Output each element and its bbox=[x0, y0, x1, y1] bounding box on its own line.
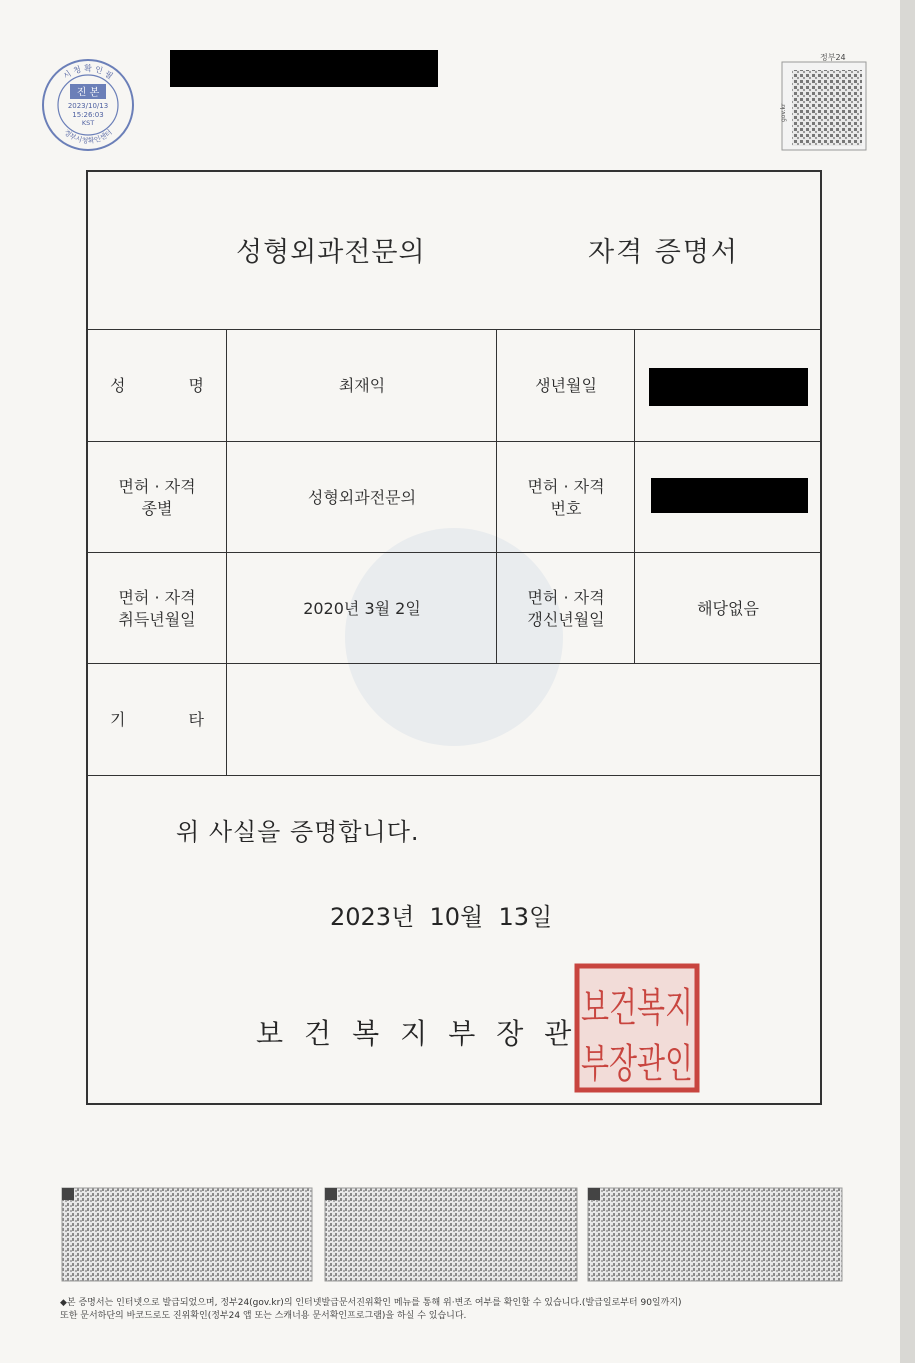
label-remarks bbox=[88, 665, 226, 775]
label-license-type-line2: 종별 bbox=[141, 498, 173, 518]
label-acquired-date bbox=[88, 554, 226, 663]
label-license-type-line1: 면허 · 자격 bbox=[118, 476, 196, 496]
table-line bbox=[634, 329, 635, 663]
redacted-birthdate bbox=[649, 368, 808, 406]
stamp-text-bottom: 부장관인 bbox=[581, 1041, 693, 1087]
qr-code bbox=[782, 62, 866, 150]
label-acquired-date-line2: 취득년월일 bbox=[118, 609, 196, 629]
certificate-title-specialty: 성형외과전문의 bbox=[236, 237, 426, 268]
redacted-header bbox=[170, 50, 438, 87]
label-license-number-line1: 면허 · 자격 bbox=[527, 476, 605, 496]
stamp-text-top: 보건복지 bbox=[581, 985, 693, 1031]
label-name bbox=[88, 331, 226, 441]
qr-label: 정부24 bbox=[820, 53, 846, 62]
value-license-type: 성형외과전문의 bbox=[307, 487, 417, 507]
seal-timezone: KST bbox=[81, 119, 95, 127]
svg-text:시 청 확 인 필 bbox=[61, 63, 115, 81]
label-license-number bbox=[498, 443, 634, 552]
label-acquired-date-line1: 면허 · 자격 bbox=[118, 587, 196, 607]
value-renewal-date: 해당없음 bbox=[697, 598, 759, 618]
table-line bbox=[88, 441, 820, 442]
qr-side-label: gov.kr bbox=[780, 103, 787, 122]
seal-badge: 진 본 bbox=[76, 87, 100, 99]
label-license-number-line2: 번호 bbox=[550, 498, 582, 518]
seal-time: 15:26:03 bbox=[72, 111, 104, 119]
page-edge bbox=[900, 0, 915, 1363]
issuer-name: 보건복지부장관 bbox=[256, 1017, 593, 1050]
label-name-part2: 명 bbox=[188, 376, 204, 395]
label-renewal-date-line1: 면허 · 자격 bbox=[527, 587, 605, 607]
official-stamp bbox=[574, 963, 700, 1093]
footer-line-1: ◆본 증명서는 인터넷으로 발급되었으며, 정부24(gov.kr)의 인터넷발급문서진위확인 메뉴를 통해 위·변조 여부를 확인할 수 있습니다.(발급일로부터 90일까지) bbox=[60, 1298, 682, 1308]
seal-date: 2023/10/13 bbox=[67, 102, 109, 110]
label-remarks-part1: 기 bbox=[110, 710, 126, 729]
label-renewal-date-line2: 갱신년월일 bbox=[527, 609, 605, 629]
svg-text:정부시청확인센터 bbox=[62, 128, 113, 146]
seal-bottom-text: 정부시청확인센터 bbox=[62, 128, 114, 146]
table-line bbox=[496, 329, 497, 663]
certificate-title: 자격 증명서 bbox=[588, 237, 739, 268]
verification-seal bbox=[40, 57, 136, 153]
value-name: 최재익 bbox=[338, 376, 386, 395]
certification-statement: 위 사실을 증명합니다. bbox=[176, 818, 420, 846]
issue-date: 2023년 10월 13일 bbox=[330, 903, 553, 931]
table-line bbox=[226, 329, 227, 775]
label-license-type bbox=[88, 443, 226, 552]
barcode-1 bbox=[62, 1188, 312, 1281]
label-birthdate: 생년월일 bbox=[535, 376, 597, 395]
label-name-part1: 성 bbox=[110, 376, 126, 395]
barcode-3 bbox=[588, 1188, 842, 1281]
table-line bbox=[88, 329, 820, 330]
table-line bbox=[88, 663, 820, 664]
footer-notice bbox=[60, 1297, 850, 1323]
label-remarks-part2: 타 bbox=[188, 710, 204, 729]
seal-top-text: 시 청 확 인 필 bbox=[61, 64, 115, 81]
table-line bbox=[88, 552, 820, 553]
table-line bbox=[88, 775, 820, 776]
value-remarks bbox=[228, 665, 820, 775]
value-acquired-date: 2020년 3월 2일 bbox=[303, 598, 421, 618]
footer-line-2: 또한 문서하단의 바코드로도 진위확인(정부24 앱 또는 스캐너용 문서확인프로그램)을 하실 수 있습니다. bbox=[60, 1311, 467, 1321]
redacted-license-number bbox=[651, 478, 808, 513]
barcode-2 bbox=[325, 1188, 577, 1281]
label-renewal-date bbox=[498, 554, 634, 663]
